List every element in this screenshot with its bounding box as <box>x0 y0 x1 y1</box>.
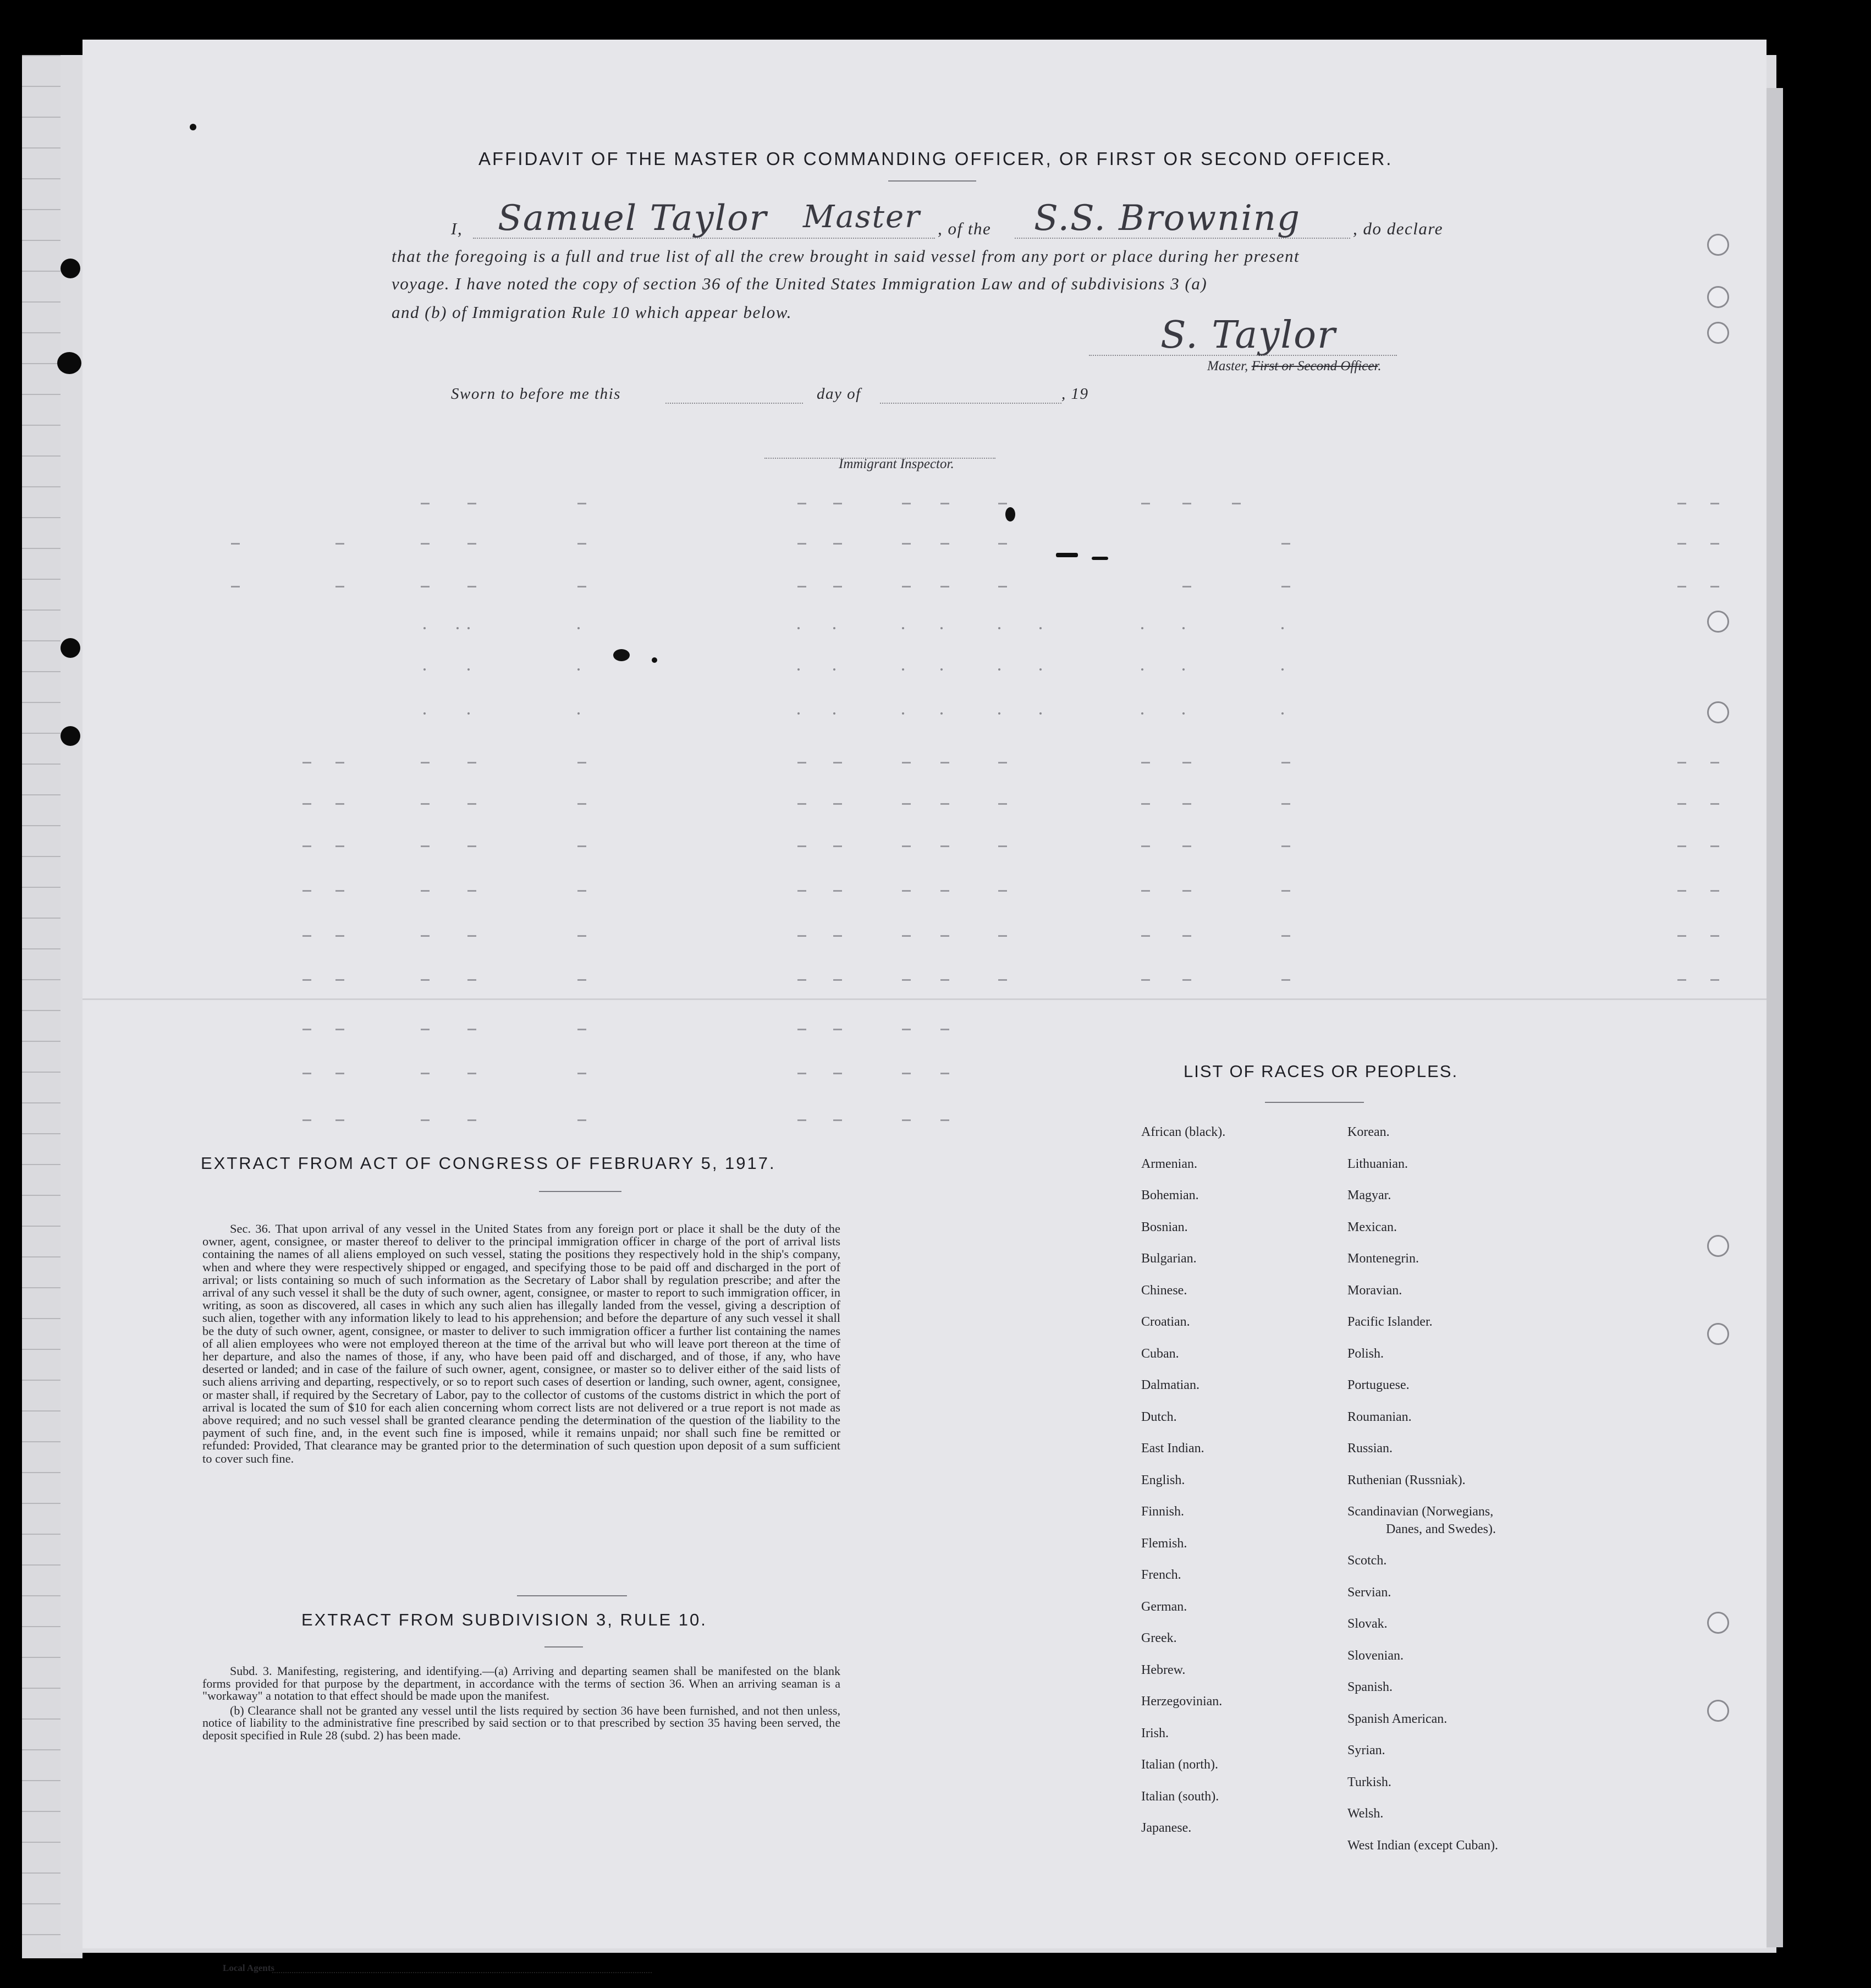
ruled-row <box>82 668 1767 671</box>
ring-hole-icon <box>1707 1700 1729 1722</box>
ink-smudge <box>613 649 630 661</box>
race-list-item: Korean. <box>1347 1125 1390 1139</box>
race-list-item: Danes, and Swedes). <box>1386 1522 1496 1536</box>
race-list-item: Magyar. <box>1347 1188 1391 1202</box>
ruled-row <box>82 586 1767 588</box>
affidavit-of-the: , of the <box>938 219 992 238</box>
race-list-item: Dalmatian. <box>1141 1378 1199 1392</box>
race-list-item: Finnish. <box>1141 1504 1185 1519</box>
race-list-item: East Indian. <box>1141 1441 1204 1456</box>
race-list-item: Italian (north). <box>1141 1758 1218 1772</box>
ruled-row <box>82 712 1767 715</box>
race-list-item: West Indian (except Cuban). <box>1347 1838 1498 1853</box>
binder-hole-icon <box>60 638 80 658</box>
binder-hole-icon <box>57 352 81 374</box>
race-list-item: Ruthenian (Russniak). <box>1347 1473 1466 1487</box>
binder-hole-icon <box>60 259 80 278</box>
heading-underline <box>888 180 976 182</box>
ruled-row <box>82 979 1767 981</box>
race-list-item: Bohemian. <box>1141 1188 1199 1202</box>
officer-signature: S. Taylor <box>1160 314 1336 357</box>
race-list-item: Dutch. <box>1141 1409 1177 1424</box>
races-column-1 <box>1141 1117 1225 1844</box>
inspector-label: Immigrant Inspector. <box>839 457 954 471</box>
race-list-item: Chinese. <box>1141 1283 1187 1298</box>
race-list-item: Scandinavian (Norwegians, <box>1347 1504 1494 1519</box>
race-list-item: Montenegrin. <box>1347 1251 1419 1266</box>
ruled-row <box>82 543 1767 545</box>
race-list-item: Slovak. <box>1347 1617 1388 1631</box>
race-list-item: Armenian. <box>1141 1156 1197 1171</box>
ruled-row <box>82 503 1767 505</box>
race-list-item: Bosnian. <box>1141 1220 1188 1234</box>
signature-title <box>1207 359 1382 374</box>
act-heading-underline <box>539 1191 621 1192</box>
races-column-2 <box>1347 1117 1498 1861</box>
affidavit-line4: and (b) of Immigration Rule 10 which appear below. <box>392 303 792 322</box>
ruled-row <box>82 627 1767 629</box>
race-list-item: Croatian. <box>1141 1315 1190 1329</box>
race-list-item: Herzegovinian. <box>1141 1694 1223 1709</box>
race-list-item: Irish. <box>1141 1726 1169 1740</box>
race-list-item: Slovenian. <box>1347 1648 1404 1663</box>
race-list-item: Russian. <box>1347 1441 1393 1456</box>
ink-mark <box>190 124 196 130</box>
sworn-date-field <box>665 403 803 404</box>
race-list-item: Polish. <box>1347 1346 1384 1361</box>
master-name-handwriting: Samuel Taylor <box>498 198 768 239</box>
race-list-item: Welsh. <box>1347 1806 1384 1821</box>
sworn-day-of: day of <box>817 385 861 403</box>
act-section-36-text <box>202 1222 840 1465</box>
race-list-item: Moravian. <box>1347 1283 1402 1298</box>
race-list-item: Servian. <box>1347 1585 1391 1600</box>
local-agents-field <box>272 1972 652 1973</box>
ruled-row <box>82 935 1767 937</box>
races-heading: LIST OF RACES OR PEOPLES. <box>1184 1062 1459 1081</box>
binder-hole-icon <box>60 726 80 746</box>
ruled-row <box>82 890 1767 892</box>
affidavit-line1-prefix: I, <box>451 219 463 238</box>
ink-smudge <box>1005 507 1015 521</box>
race-list-item: Greek. <box>1141 1631 1177 1645</box>
ink-smudge <box>1056 553 1078 557</box>
race-list-item: Japanese. <box>1141 1821 1192 1835</box>
manifest-sheet <box>82 40 1767 1948</box>
ring-hole-icon <box>1707 1323 1729 1345</box>
affidavit-line3: voyage. I have noted the copy of section 36 of the United States Immigration Law and of subdivisions 3 (a) <box>392 274 1208 293</box>
affidavit-line2: that the foregoing is a full and true list of all the crew brought in said vessel from any port or place during her present <box>392 246 1300 266</box>
race-list-item: Spanish. <box>1347 1680 1393 1694</box>
act-section-36-paragraph: Sec. 36. That upon arrival of any vessel in the United States from any foreign port or place it shall be the duty of the owner, agent, consignee, or master thereof to deliver to the principal immigration officer in charge of the port of arrival lists containing the names of all aliens employed on such vessel, stating the positions they respectively hold in the ship's company, when and where they were respectively shipped or engaged, and specifying those to be paid off and discharged in the port of arrival; or lists containing so much of such information as the Secretary of Labor shall by regulation prescribe; and after the arrival of any such vessel it shall be the duty of such owner, agent, consignee, or master to report to such immigration officer, in writing, as soon as discovered, all cases in which any such alien has illegally landed from the vessel, giving a description of such alien, together with any information likely to lead to his apprehension; and before the departure of any such vessel it shall be the duty of such owner, agent, consignee, or master to deliver to such immigration officer a further list containing the names of all alien employees who were not employed thereon at the time of the arrival but who will leave port thereon at the time of her departure, and also the names of those, if any, who have been paid off and discharged, and of those, if any, who have deserted or landed; and in case of the failure of such owner, agent, consignee, or master so to deliver either of the said lists of such aliens arriving and departing, respectively, or so to report such cases of desertion or landing, such owner, agent, consignee, or master shall, if required by the Secretary of Labor, pay to the collector of customs of the customs district in which the port of arrival is located the sum of $10 for each alien concerning whom correct lists are not delivered or a true report is not made as above required; and no such vessel shall be granted clearance pending the determination of the question of the liability to the payment of such fine, and, in the event such fine is imposed, while it remains unpaid; nor shall such fine be remitted or refunded: Provided, That clearance may be granted prior to the determination of such question upon deposit of a sum sufficient to cover such fine. <box>202 1222 840 1465</box>
race-list-item: Lithuanian. <box>1347 1156 1408 1171</box>
race-list-item: German. <box>1141 1599 1187 1614</box>
affidavit-heading: AFFIDAVIT OF THE MASTER OR COMMANDING OFFICER, OR FIRST OR SECOND OFFICER. <box>478 149 1393 169</box>
race-list-item: Scotch. <box>1347 1553 1387 1568</box>
signature-title-struck: First or Second Officer <box>1251 359 1378 374</box>
ruled-row <box>82 1119 1767 1122</box>
rule-heading-underline <box>544 1646 583 1647</box>
race-list-item: Portuguese. <box>1347 1378 1410 1392</box>
race-list-item: Flemish. <box>1141 1536 1187 1551</box>
ruled-row <box>82 1029 1767 1031</box>
ink-smudge <box>1092 557 1108 560</box>
race-list-item: English. <box>1141 1473 1185 1487</box>
affidavit-line1-suffix: , do declare <box>1353 219 1444 238</box>
ring-hole-icon <box>1707 234 1729 256</box>
race-list-item: French. <box>1141 1568 1181 1582</box>
signature-title-end: . <box>1378 359 1382 374</box>
rule-extract-heading: EXTRACT FROM SUBDIVISION 3, RULE 10. <box>301 1610 707 1629</box>
race-list-item: Hebrew. <box>1141 1662 1186 1677</box>
race-list-item: Spanish American. <box>1347 1711 1448 1726</box>
ring-hole-icon <box>1707 286 1729 308</box>
ruled-row <box>82 845 1767 848</box>
ring-hole-icon <box>1707 611 1729 633</box>
ruled-row <box>82 1073 1767 1075</box>
race-list-item: Cuban. <box>1141 1346 1179 1361</box>
ink-smudge <box>652 657 657 663</box>
signature-line <box>1089 355 1397 356</box>
act-section-divider <box>517 1595 627 1596</box>
page-edge-strip <box>1767 88 1783 1947</box>
race-list-item: African (black). <box>1141 1125 1226 1139</box>
sworn-month-field <box>880 403 1061 404</box>
race-list-item: Mexican. <box>1347 1220 1397 1234</box>
signature-title-master: Master, <box>1207 359 1248 374</box>
race-list-item: Turkish. <box>1347 1775 1391 1789</box>
vessel-name-handwriting: S.S. Browning <box>1034 198 1301 239</box>
fold-line <box>82 998 1767 1000</box>
sworn-year: , 19 <box>1061 385 1089 403</box>
race-list-item: Italian (south). <box>1141 1789 1219 1804</box>
ring-hole-icon <box>1707 1612 1729 1634</box>
rule-10-paragraph-b: (b) Clearance shall not be granted any vessel until the lists required by section 36 have been furnished, and not then unless, notice of liability to the administrative fine prescribed by said section or to that prescribed by section 35 having been served, the deposit specified in Rule 28 (subd. 2) has been made. <box>202 1703 840 1742</box>
master-rank-handwriting: Master <box>803 199 921 235</box>
ruled-row <box>82 762 1767 764</box>
race-list-item: Bulgarian. <box>1141 1251 1197 1266</box>
rule-10-paragraph-a: Subd. 3. Manifesting, registering, and identifying.—(a) Arriving and departing seamen shall be manifested on the blank forms provided for that purpose by the department, in accordance with the terms of section 36. When an arriving seaman is a "workaway" a notation to that effect should be made upon the manifest. <box>202 1664 840 1703</box>
ruled-row <box>82 803 1767 805</box>
sworn-prefix: Sworn to before me this <box>451 385 621 403</box>
races-heading-underline <box>1265 1102 1364 1103</box>
race-list-item: Roumanian. <box>1347 1409 1412 1424</box>
act-extract-heading: EXTRACT FROM ACT OF CONGRESS OF FEBRUARY 5, 1917. <box>201 1154 776 1173</box>
race-list-item: Pacific Islander. <box>1347 1315 1433 1329</box>
local-agents-label: Local Agents <box>223 1963 274 1973</box>
race-list-item: Syrian. <box>1347 1743 1385 1758</box>
ring-hole-icon <box>1707 1235 1729 1257</box>
ring-hole-icon <box>1707 322 1729 344</box>
rule-10-text <box>202 1665 840 1742</box>
